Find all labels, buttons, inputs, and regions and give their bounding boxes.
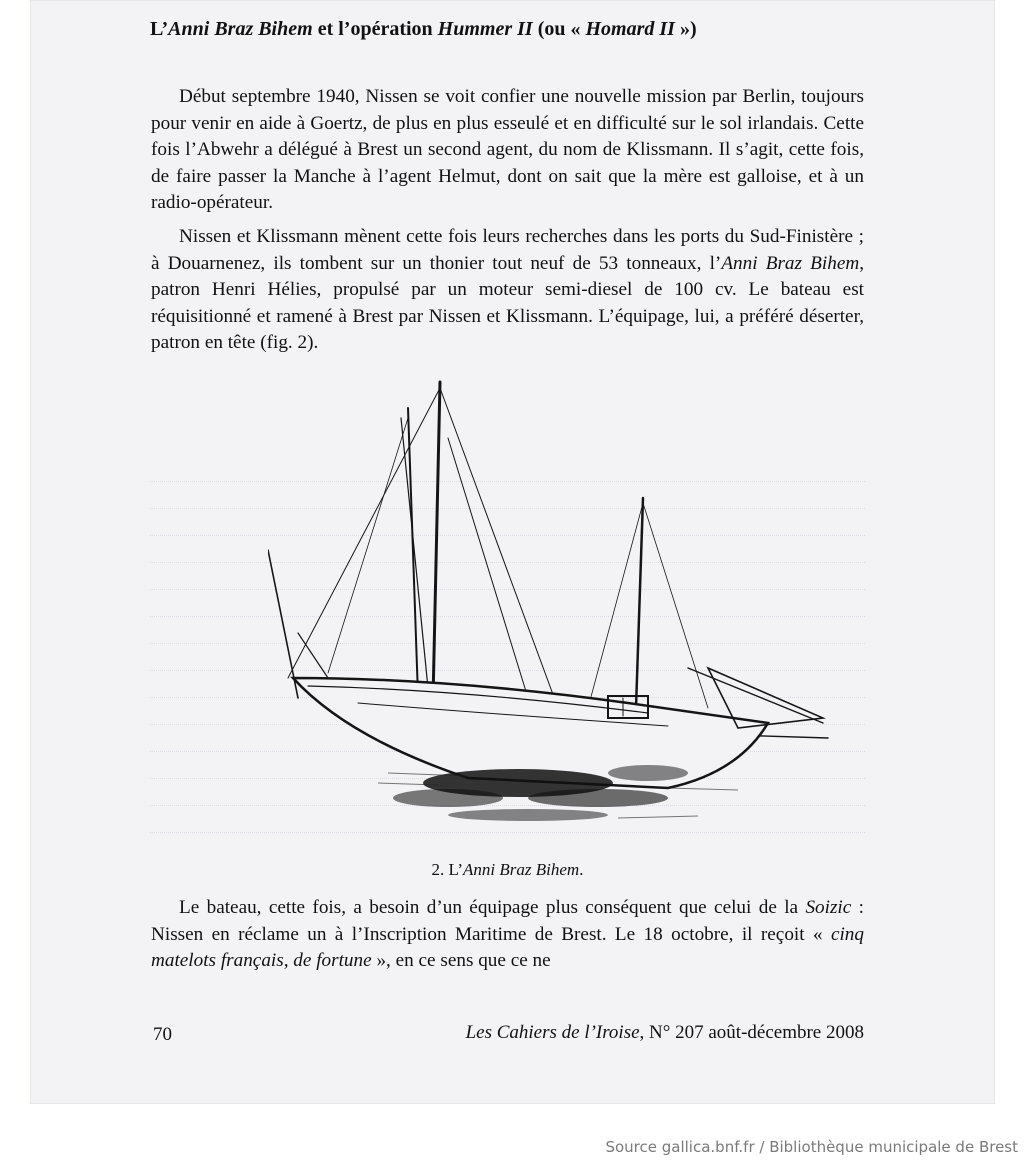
source-attribution: Source gallica.bnf.fr / Bibliothèque municipale de Brest: [605, 1138, 1018, 1156]
running-header: L’Anni Braz Bihem et l’opération Hummer II (ou « Homard II »): [150, 18, 697, 40]
page-number: 70: [153, 1024, 172, 1045]
paragraph-1: Début septembre 1940, Nissen se voit confier une nouvelle mission par Berlin, toujours pour venir en aide à Goertz, de plus en plus esseulé et en difficulté sur le sol irlandais. Cette fois l’Abwehr a délégué à Brest un second agent, du nom de Klissmann. Il s’agit, cette fois, de faire passer la Manche à l’agent Helmut, dont on sait que la mère est galloise, et à un radio-opérateur.: [151, 86, 864, 213]
boat-illustration: [268, 378, 838, 828]
paragraph-2: Nissen et Klissmann mènent cette fois leurs recherches dans les ports du Sud-Finistère ; à Douarnenez, ils tombent sur un thonier tout neuf de 53 tonneaux, l’Anni Braz Bihem, patron Henri Hélies, propulsé par un moteur semi-diesel de 100 cv. Le bateau est réquisitionné et ramené à Brest par Nissen et Klissmann. L’équipage, lui, a préféré déserter, patron en tête (fig. 2).: [151, 226, 864, 353]
journal-citation: Les Cahiers de l’Iroise, N° 207 août-décembre 2008: [465, 1022, 864, 1043]
paragraph-3: Le bateau, cette fois, a besoin d’un équipage plus conséquent que celui de la Soizic : Nissen en réclame un à l’Inscription Maritime de Brest. Le 18 octobre, il reçoit « cinq matelots français, de fortune », en ce sens que ce ne: [151, 897, 864, 971]
figure-caption: 2. L’Anni Braz Bihem.: [431, 860, 584, 879]
